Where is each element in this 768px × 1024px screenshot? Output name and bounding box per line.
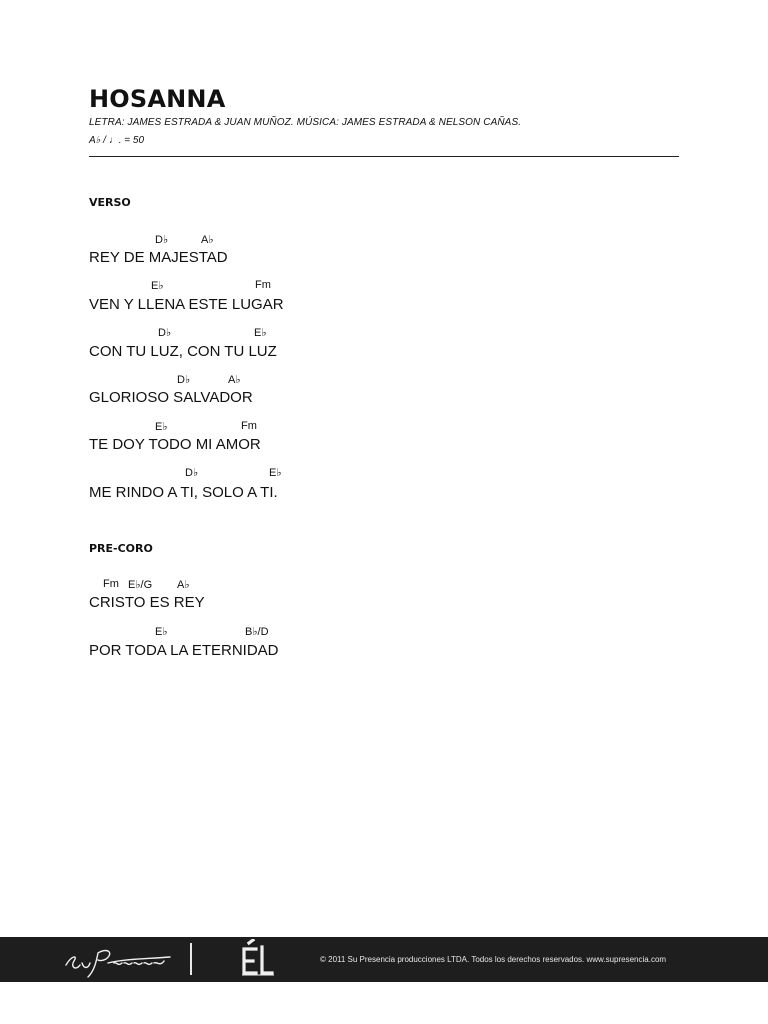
key-tempo: A♭ / ♩. = 50 (89, 135, 145, 146)
lyric-line: CRISTO ES REY (89, 594, 205, 611)
copyright-text: © 2011 Su Presencia producciones LTDA. Todos los derechos reservados. www.supresencia.com (320, 955, 667, 964)
song-credits: LETRA: JAMES ESTRADA & JUAN MUÑOZ. MÚSICA: JAMES ESTRADA & NELSON CAÑAS. (89, 117, 522, 128)
chord-row (89, 326, 689, 340)
chord: B♭/D (245, 626, 269, 638)
footer-bar (0, 937, 768, 982)
su-presencia-logo (64, 941, 180, 979)
lyric-line: POR TODA LA ETERNIDAD (89, 642, 279, 659)
chord: Fm (255, 279, 271, 291)
chord: A♭ (177, 579, 190, 591)
logo-divider (190, 943, 192, 975)
chord: D♭ (155, 234, 169, 246)
chord: E♭ (155, 421, 168, 433)
chord: E♭ (254, 327, 267, 339)
chord-row (89, 233, 689, 247)
chord: A♭ (201, 234, 214, 246)
song-title: HOSANNA (89, 85, 226, 113)
chord-row (89, 420, 689, 434)
chord: D♭ (177, 374, 191, 386)
lyric-line: REY DE MAJESTAD (89, 249, 228, 266)
chord: E♭ (155, 626, 168, 638)
header-divider (89, 156, 679, 157)
chord-row (89, 373, 689, 387)
chord-row (89, 279, 689, 293)
lyric-line: CON TU LUZ, CON TU LUZ (89, 343, 277, 360)
lyric-line: GLORIOSO SALVADOR (89, 389, 253, 406)
el-logo (238, 939, 278, 979)
section-heading-pre-coro: PRE-CORO (89, 542, 153, 555)
chord: E♭ (269, 467, 282, 479)
chord: Fm (103, 578, 119, 590)
chord: D♭ (185, 467, 199, 479)
section-heading-verso: VERSO (89, 196, 131, 209)
lyric-line: TE DOY TODO MI AMOR (89, 436, 261, 453)
chord-row (89, 578, 689, 592)
lyric-line: VEN Y LLENA ESTE LUGAR (89, 296, 284, 313)
chord: Fm (241, 420, 257, 432)
chord: D♭ (158, 327, 172, 339)
lyric-line: ME RINDO A TI, SOLO A TI. (89, 484, 278, 501)
chord-row (89, 625, 689, 639)
chord: A♭ (228, 374, 241, 386)
chord: E♭/G (128, 579, 153, 591)
chord: E♭ (151, 280, 164, 292)
chord-row (89, 466, 689, 480)
